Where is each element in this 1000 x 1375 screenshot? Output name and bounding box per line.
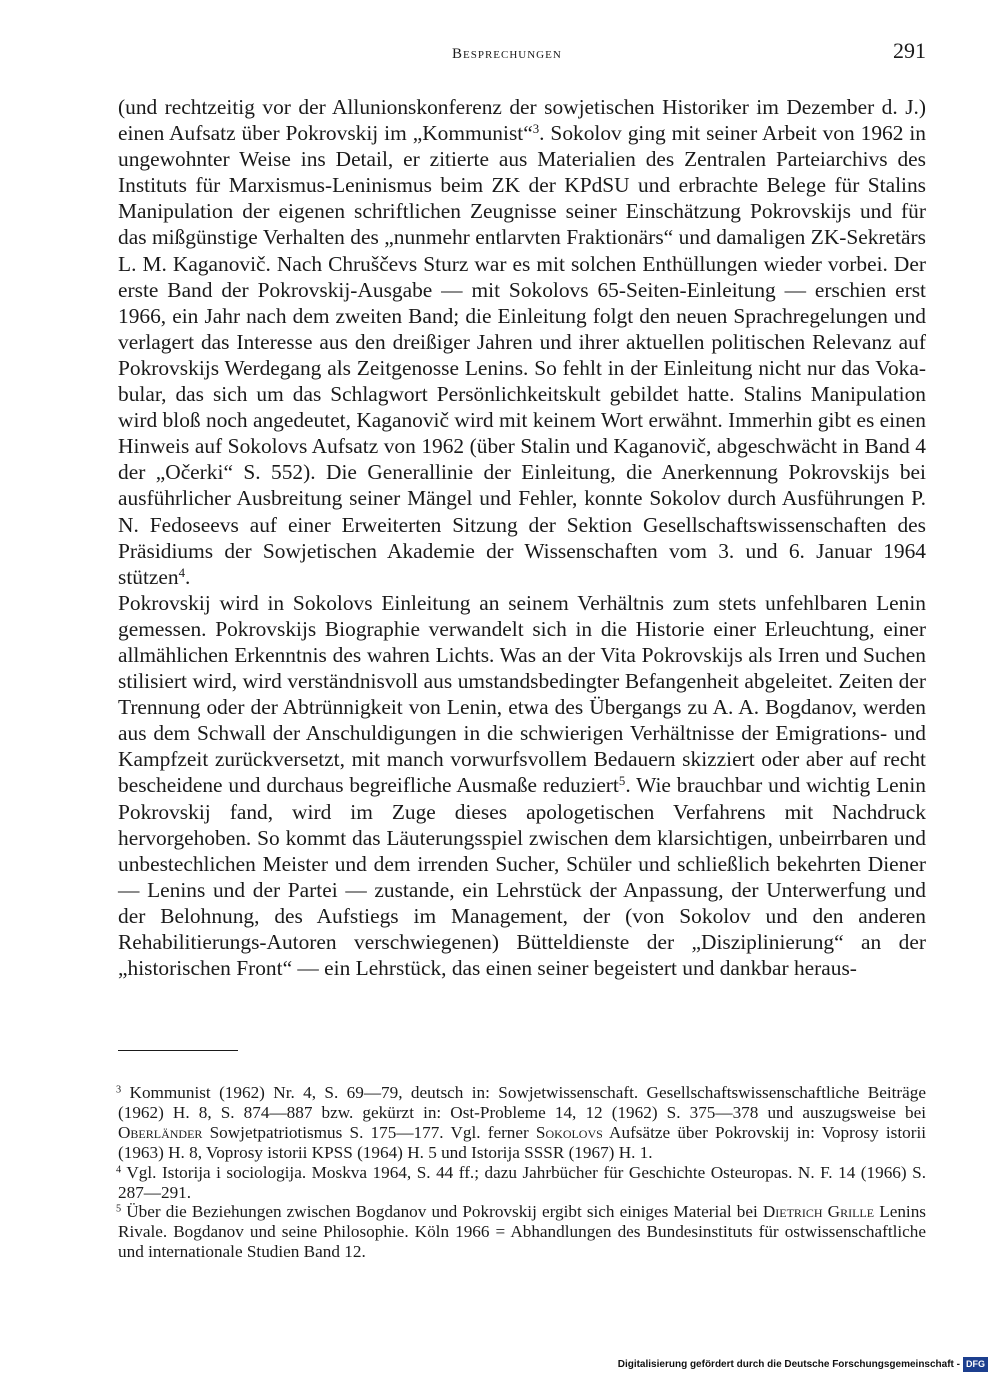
- paragraph-text: .: [185, 564, 191, 589]
- page-header: [118, 38, 926, 68]
- page-number: 291: [893, 38, 926, 63]
- footnote-number: 5: [116, 1203, 122, 1215]
- footnote-rule: [118, 1050, 238, 1051]
- footnote-text: Kommunist (1962) Nr. 4, S. 69—79, deutsch in: Sowjetwissenschaft. Gesellschaftswissenschaftliche Beiträge (1962) H. 8, S. 874—887 bzw. gekürzt in: Ost-Probleme 14, 12 (1962) S. 375—378 und auszugsweise bei: [118, 1083, 926, 1122]
- footnote-text: Sowjetpatriotismus S. 175—177. Vgl. ferner: [202, 1122, 536, 1142]
- paragraph: [118, 94, 926, 590]
- author-name: Oberländer: [118, 1122, 203, 1142]
- paragraph-text: (und rechtzeitig vor der Allunionskonferenz der sowjetischen Historiker im Dezember d. J.) einen Aufsatz über Pokrovskij im „Kommunist“: [118, 95, 926, 146]
- footnote-3: [118, 1083, 926, 1163]
- footnote-text: Aufsätze über Pokrovskij in: Voprosy istorii (1963) H. 8, Voprosy istorii KPSS (1964) H. 5 und Istorija SSSR (1967) H. 1.: [118, 1122, 926, 1162]
- paragraph: [118, 590, 926, 981]
- footnote-ref-4: 4: [178, 565, 186, 580]
- footnote-5: [118, 1202, 926, 1262]
- footnote-number: 4: [116, 1163, 122, 1175]
- paragraph-text: . Wie brauchbar und wichtig Lenin Pokrovskij fand, wird im Zuge dieses apologetischen Verfahrens mit Nachdruck hervorgehoben. So kommt das Läuterungsspiel zwischen dem klarsichtigen, unbeirrbaren und unbestechlichen Meister und dem irrenden Sucher, Schüler und schließlich bekehrten Diener — Lenins und der Partei — zustande, ein Lehrstück der Anpassung, der Unterwerfung und der Belohnung, des Aufstiegs im Management, der (von Sokolov und den anderen Rehabilitierungs-Autoren verschwiegenen) Bütteldienste der „Disziplinierung“ an der „historischen Front“ — ein Lehrstück, das einen seiner begeistert und dankbar heraus-: [118, 773, 926, 981]
- author-name: Dietrich Grille: [762, 1202, 875, 1222]
- footnote-text: Über die Beziehungen zwischen Bogdanov und Pokrovskij ergibt sich einiges Material bei: [121, 1202, 763, 1222]
- author-name: Sokolovs: [535, 1122, 603, 1142]
- credit-text: Digitalisierung gefördert durch die Deutsche Forschungsgemeinschaft -: [617, 1358, 960, 1370]
- footnotes: [118, 1083, 926, 1262]
- paragraph-text: Pokrovskij wird in Sokolovs Einleitung an seinem Verhältnis zum stets unfehlbaren Lenin gemessen. Pokrovskijs Biographie verwandelt sich in die Historie einer Erleuchtung, einer allmählichen Erkenntnis des wahren Lichts. Was an der Vita Pokrovskijs als Irren und Suchen stilisiert wird, wird verständnisvoll aus umstandsbedingter Befangenheit abgeleitet. Zeiten der Trennung oder der Abtrünnigkeit von Lenin, etwa des Übergangs zu A. A. Bogdanov, werden aus dem Schwall der Anschuldigungen in die schwierigen Verhältnisse der Emigrations- und Kampfzeit zurückversetzt, mit manch vorwurfsvollem Bedauern skizziert oder aber auf recht bescheidene und durchaus begreifliche Ausmaße reduziert: [118, 590, 926, 798]
- footnote-ref-5: 5: [618, 774, 626, 789]
- footnote-number: 3: [116, 1084, 122, 1096]
- footnote-4: [118, 1163, 926, 1203]
- running-head: Besprechungen: [452, 46, 562, 62]
- paragraph-text: . Sokolov ging mit seiner Arbeit von 1962 in ungewohnter Weise ins Detail, er zitierte aus Materialien des Zentralen Parteiarchivs des Instituts für Marxismus-Leninismus beim ZK der KPdSU und erbrachte Belege für Stalins Manipulation der eigenen schriftlichen Zeugnisse seiner Einschätzung Pokrovskijs und für das mißgünstige Verhalten des „nunmehr entlarvten Fraktionärs“ und damaligen ZK-Sekretärs L. M. Kaganovič. Nach Chruščevs Sturz war es mit solchen Enthüllungen wieder vorbei. Der erste Band der Pokrovskij-Ausgabe — mit Sokolovs 65-Seiten-Einleitung — erschien erst 1966, ein Jahr nach dem zweiten Band; die Einleitung folgt den neuen Sprachregelungen und verlagert das Interesse aus den dreißiger Jahren und ihrer aktuellen politischen Relevanz auf Pokrovskijs Werdegang als Zeitgenosse Lenins. So fehlt in der Einleitung nicht nur das Vokabular, das sich um das Schlagwort Persönlichkeitskult gebildet hatte. Stalins Manipulation wird bloß noch angedeutet, Kaganovič wird mit keinem Wort erwähnt. Immerhin gibt es einen Hinweis auf Sokolovs Aufsatz von 1962 (über Stalin und Kaganovič, abgeschwächt in Band 4 der „Očerki“ S. 552). Die Generallinie der Einleitung, die Anerkennung Pokrovskijs bei ausführlicher Ausbreitung seiner Mängel und Fehler, konnte Sokolov durch Ausführungen P. N. Fedoseevs auf einer Erweiterten Sitzung der Sektion Gesellschaftswissenschaften des Präsidiums der Sowjetischen Akademie der Wissenschaften vom 3. und 6. Januar 1964 stützen: [118, 121, 926, 589]
- footnote-ref-3: 3: [532, 122, 540, 137]
- digitization-credit: [618, 1356, 988, 1372]
- body-text: [118, 94, 926, 981]
- dfg-logo-icon: DFG: [963, 1357, 988, 1372]
- footnote-text: Vgl. Istorija i sociologija. Moskva 1964, S. 44 ff.; dazu Jahrbücher für Geschichte Osteuropas. N. F. 14 (1966) S. 287—291.: [118, 1162, 926, 1202]
- footnote-text: Lenins Rivale. Bogdanov und seine Philosophie. Köln 1966 = Abhandlungen des Bundesinstituts für ostwissenschaftliche und internationale Studien Band 12.: [118, 1202, 926, 1262]
